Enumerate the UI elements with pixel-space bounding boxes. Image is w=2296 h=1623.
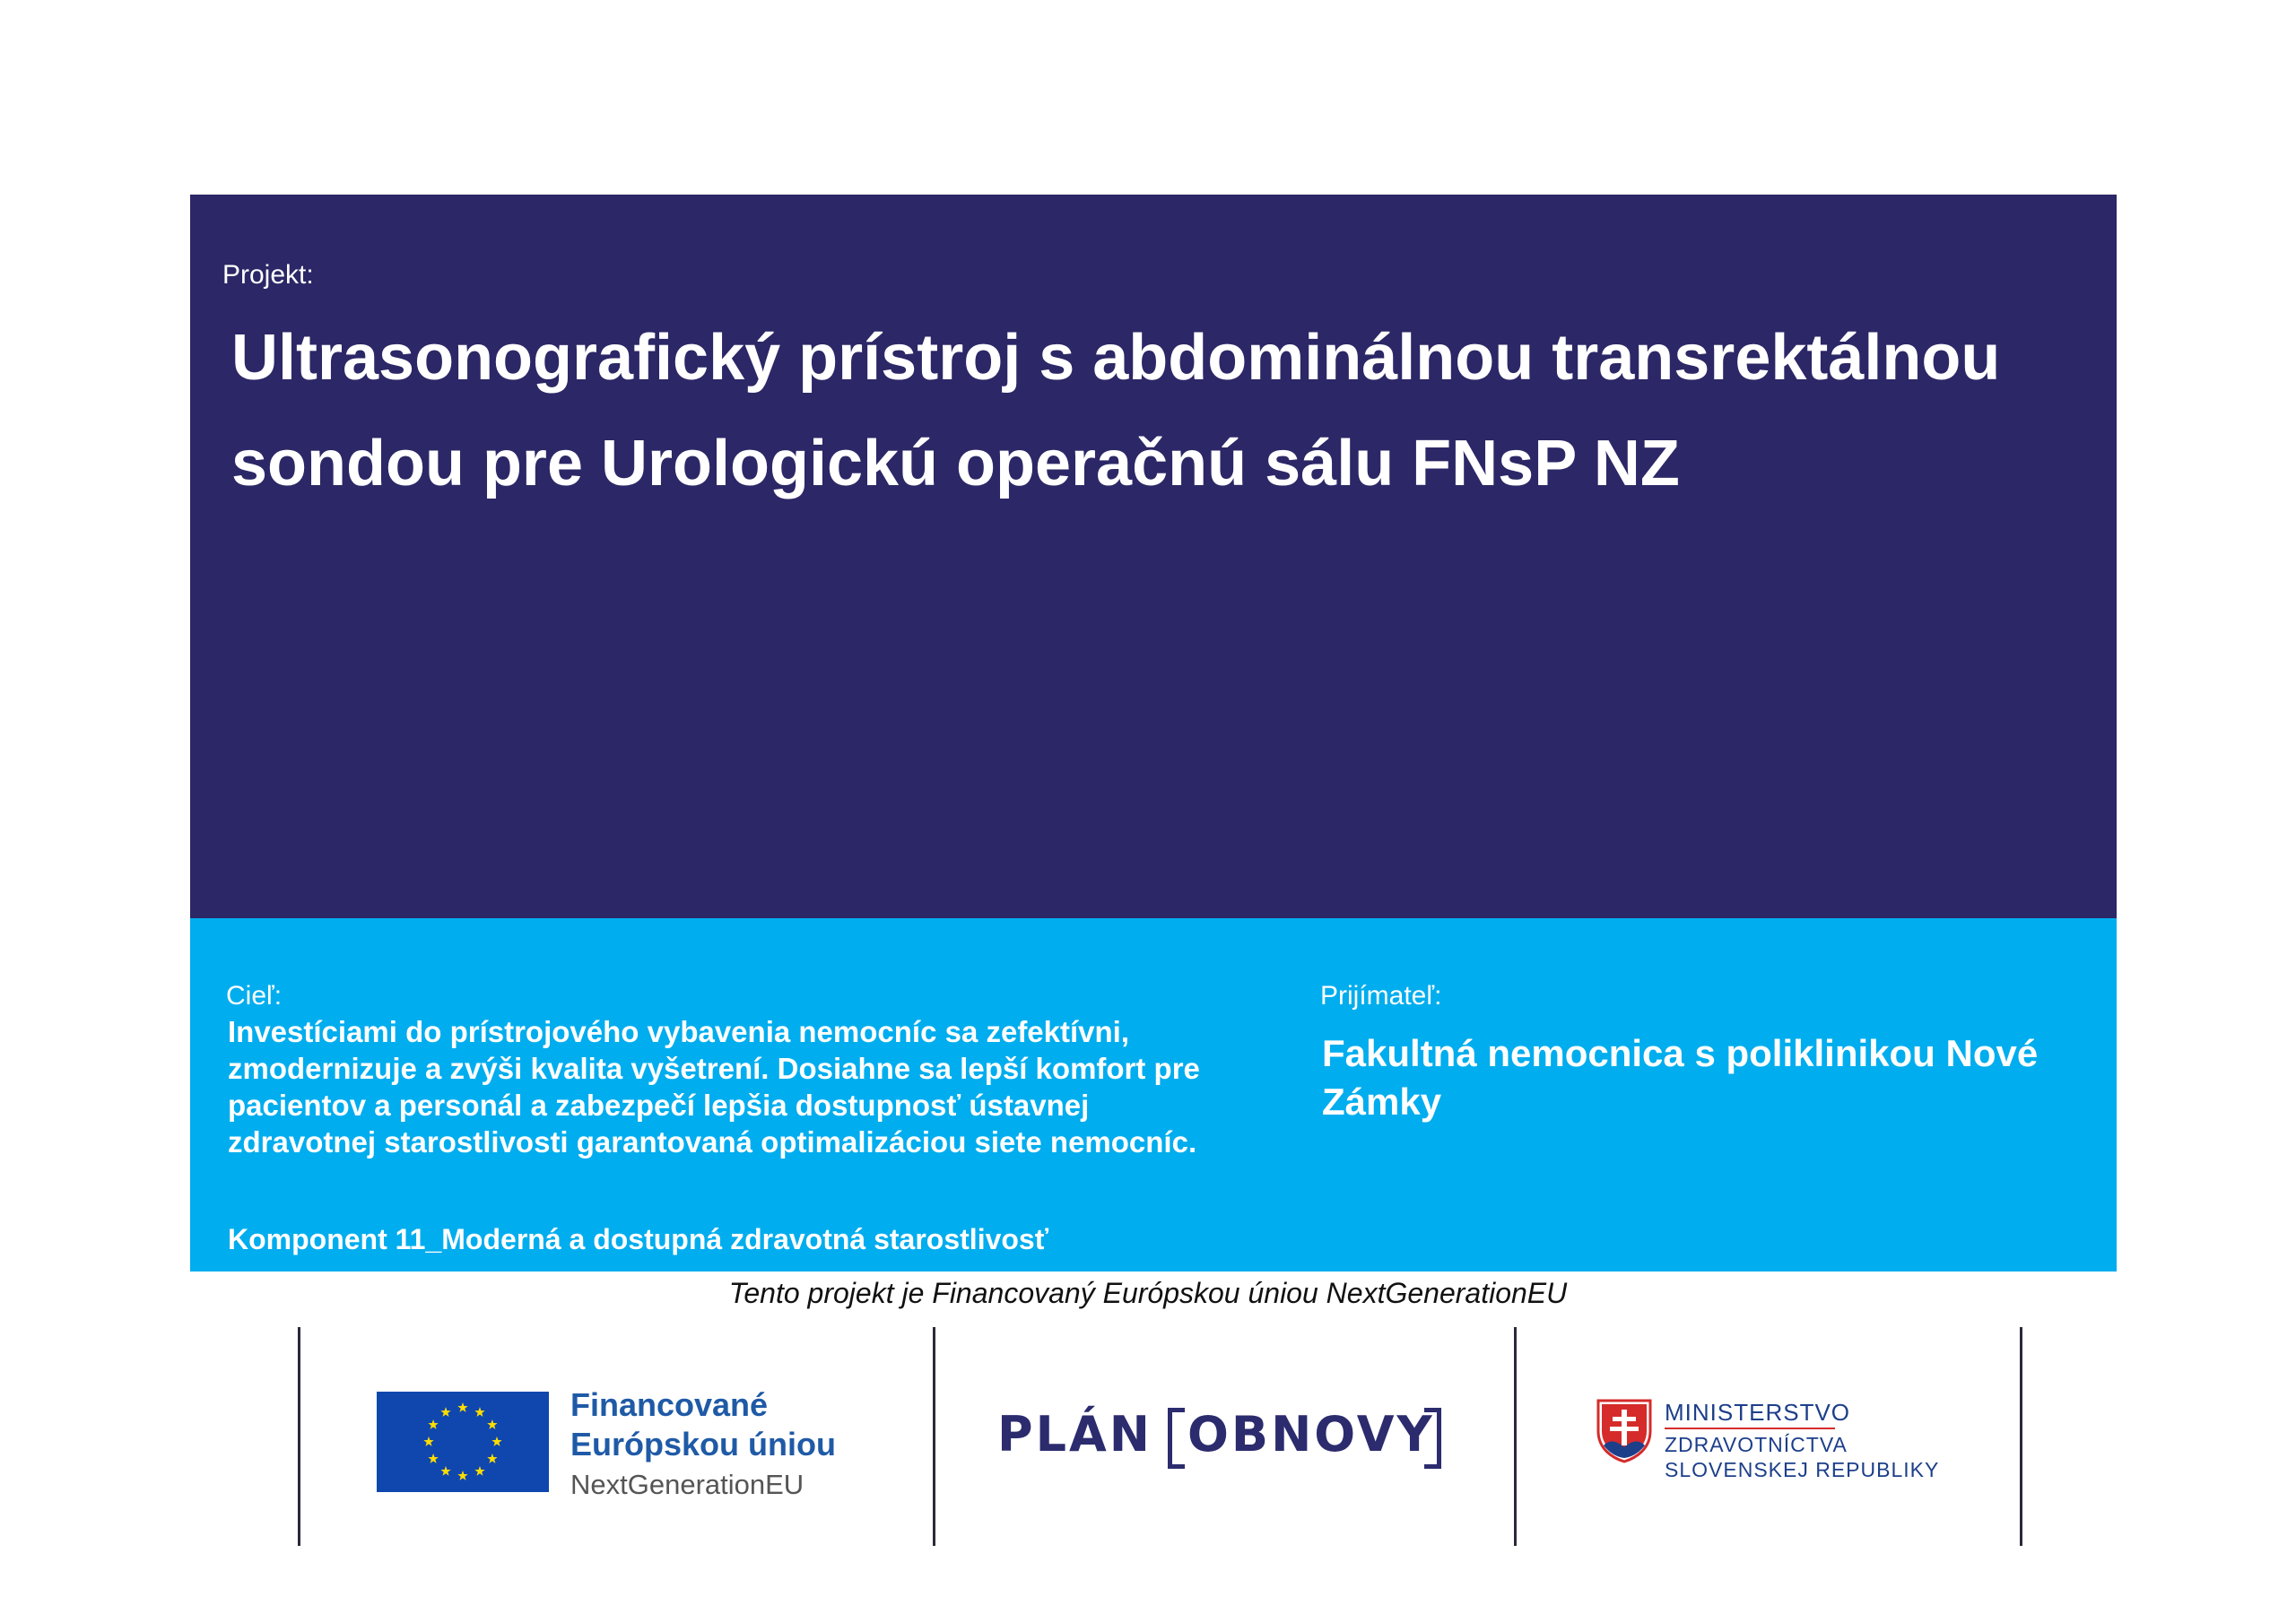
obnovy-word: OBNOVY — [1187, 1406, 1435, 1462]
eu-star-icon — [440, 1466, 450, 1476]
eu-star-icon — [440, 1407, 450, 1417]
eu-logo-line-3: NextGenerationEU — [570, 1469, 804, 1500]
logo-divider — [2020, 1327, 2022, 1546]
recipient-name: Fakultná nemocnica s poliklinikou Nové Zámky — [1322, 1032, 2039, 1123]
eu-logo-line-1: Financované — [570, 1386, 769, 1423]
right-bracket-icon — [1424, 1408, 1441, 1469]
eu-star-icon — [428, 1419, 438, 1429]
project-title: Ultrasonografický prístroj s abdominálnou transrektálnou sondou pre Urologickú operačnú sálu FNsP NZ — [231, 322, 2001, 499]
ministry-underline — [1665, 1428, 1835, 1429]
project-label: Projekt: — [222, 260, 314, 290]
ministry-line-2: ZDRAVOTNÍCTVA — [1665, 1433, 1848, 1456]
eu-star-icon — [428, 1454, 438, 1463]
eu-star-icon — [474, 1466, 484, 1476]
title-panel — [190, 195, 2117, 918]
eu-star-icon — [491, 1436, 501, 1446]
logo-divider — [933, 1327, 935, 1546]
eu-star-icon — [457, 1402, 467, 1412]
goal-label: Cieľ: — [226, 981, 283, 1011]
slovak-coat-of-arms-icon — [1596, 1399, 1652, 1468]
eu-star-icon — [487, 1419, 497, 1429]
eu-star-icon — [474, 1407, 484, 1417]
component-text: Komponent 11_Moderná a dostupná zdravotná starostlivosť — [228, 1223, 1049, 1255]
recipient-label: Prijímateľ: — [1320, 981, 1442, 1011]
ministry-line-1: MINISTERSTVO — [1665, 1399, 1851, 1426]
logo-divider — [298, 1327, 300, 1546]
eu-flag-icon — [377, 1392, 549, 1492]
logo-divider — [1514, 1327, 1517, 1546]
eu-star-icon — [487, 1454, 497, 1463]
eu-star-icon — [423, 1436, 433, 1446]
eu-star-icon — [457, 1471, 467, 1480]
eu-logo-line-2: Európskou úniou — [570, 1426, 836, 1462]
ministry-line-3: SLOVENSKEJ REPUBLIKY — [1665, 1458, 1940, 1481]
left-bracket-icon — [1168, 1408, 1185, 1469]
goal-text: Investíciami do prístrojového vybavenia nemocníc sa zefektívni, zmodernizuje a zvýši kvalita vyšetrení. Dosiahne sa lepší komfort pre pacientov a personál a zabezpečí lepšia dostupnosť ústavnej zdravotnej starostlivosti garantovaná optimalizáciou siete nemocníc. — [228, 1015, 1200, 1159]
funding-note: Tento projekt je Financovaný Európskou úniou NextGenerationEU — [728, 1277, 1568, 1309]
plan-word: PLÁN — [997, 1406, 1152, 1462]
